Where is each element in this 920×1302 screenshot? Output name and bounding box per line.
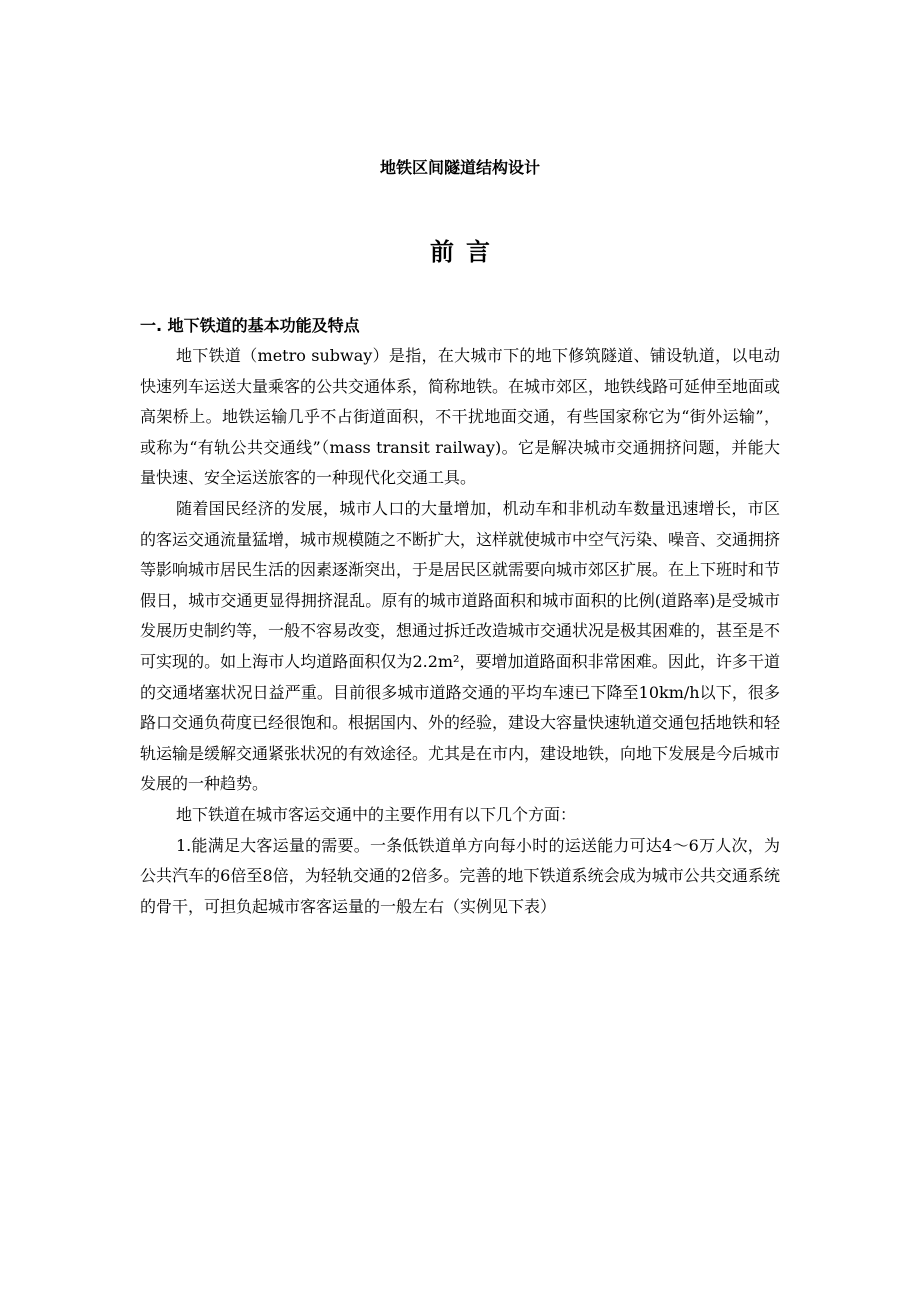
paragraph-roles-intro: 地下铁道在城市客运交通中的主要作用有以下几个方面： [176, 804, 577, 824]
preface-heading: 前言 [430, 238, 502, 266]
paragraph-role-1: 1.能满足大客运量的需要。一条低铁道单方向每小时的运送能力可达4～6万人次，为公共汽车的6倍至8倍，为轻轨交通的2倍多。完善的地下铁道系统会成为城市公共交通系统的骨干，可担负起城市客客运量的一般左右（实例见下表） [140, 835, 780, 916]
document-title: 地铁区间隧道结构设计 [379, 158, 540, 177]
section-content [140, 311, 780, 922]
section-heading: 一. 地下铁道的基本功能及特点 [140, 316, 360, 335]
paragraph-definition: 地下铁道（metro subway）是指，在大城市下的地下修筑隧道、铺设轨道，以电动快速列车运送大量乘客的公共交通体系，简称地铁。在城市郊区，地铁线路可延伸至地面或高架桥上。地铁运输几乎不占街道面积，不干扰地面交通，有些国家称它为“街外运输”，或称为“有轨公共交通线”（mass transit railway)。它是解决城市交通拥挤问题，并能大量快速、安全运送旅客的一种现代化交通工具。 [140, 346, 781, 488]
paragraph-background: 随着国民经济的发展，城市人口的大量增加，机动车和非机动车数量迅速增长，市区的客运交通流量猛增，城市规模随之不断扩大，这样就使城市中空气污染、噪音、交通拥挤等影响城市居民生活的因素逐渐突出，于是居民区就需要向城市郊区扩展。在上下班时和节假日，城市交通更显得拥挤混乱。原有的城市道路面积和城市面积的比例(道路率)是受城市发展历史制约等，一般不容易改变，想通过拆迁改造城市交通状况是极其困难的，甚至是不可实现的。如上海市人均道路面积仅为2.2m²，要增加道路面积非常困难。因此，许多干道的交通堵塞状况日益严重。目前很多城市道路交通的平均车速已下降至10km/h以下，很多路口交通负荷度已经很饱和。根据国内、外的经验，建设大容量快速轨道交通包括地铁和轻轨运输是缓解交通紧张状况的有效途径。尤其是在市内，建设地铁，向地下发展是今后城市发展的一种趋势。 [140, 498, 781, 794]
